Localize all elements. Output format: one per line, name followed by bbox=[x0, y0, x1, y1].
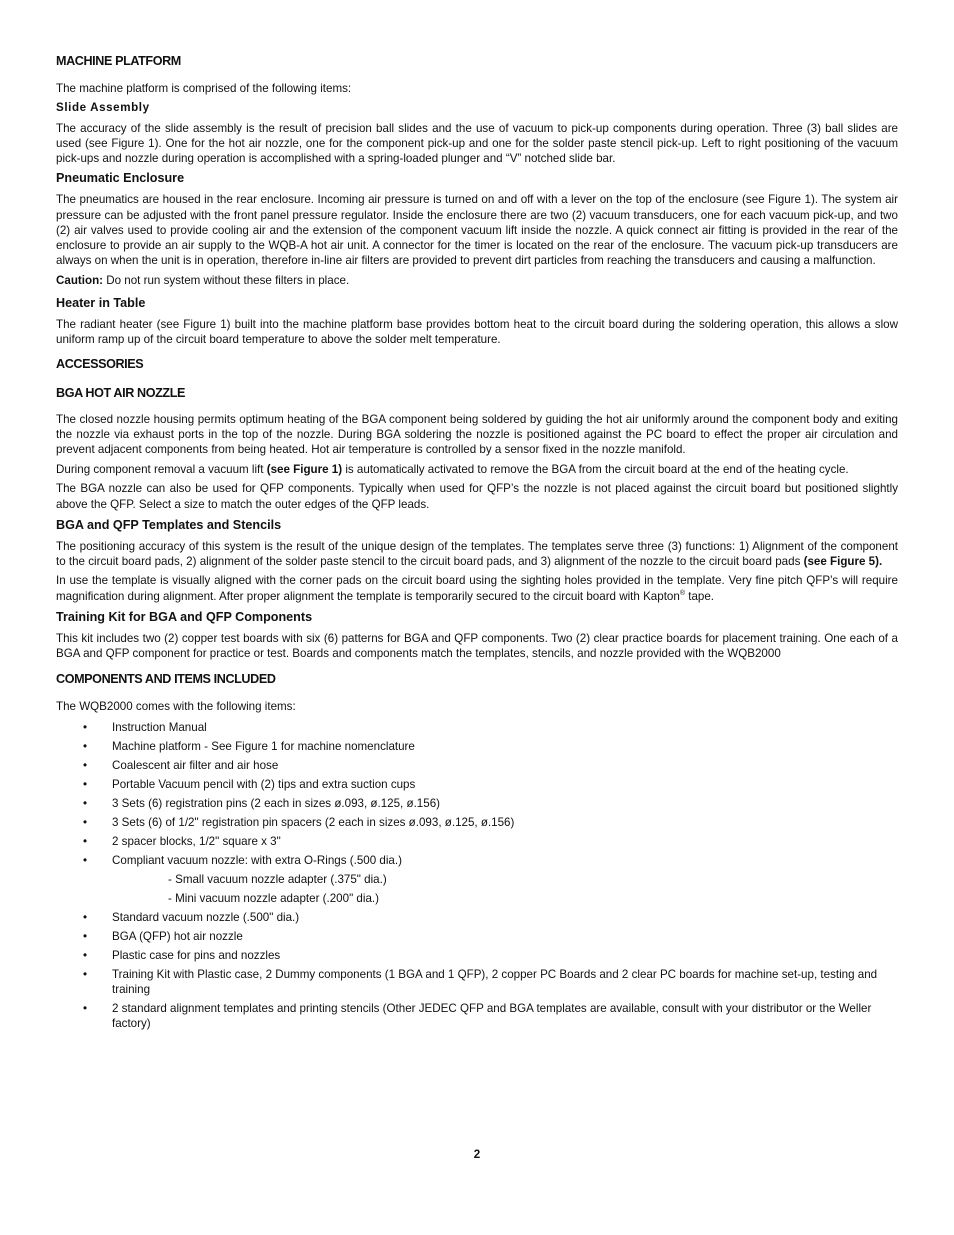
document-page bbox=[56, 54, 898, 1035]
bullet: • bbox=[83, 777, 88, 791]
bullet: • bbox=[83, 796, 88, 810]
templates-figure-ref: (see Figure 5). bbox=[803, 555, 883, 569]
caution-note bbox=[56, 273, 898, 288]
heading-pneumatic-enclosure: Pneumatic Enclosure bbox=[56, 171, 185, 186]
bullet: • bbox=[83, 720, 88, 734]
list-item-text: 3 Sets (6) of 1/2" registration pin spacers (2 each in sizes ø.093, ø.125, ø.156) bbox=[112, 815, 515, 829]
list-item-text: Plastic case for pins and nozzles bbox=[112, 948, 281, 962]
heading-components-included: COMPONENTS AND ITEMS INCLUDED bbox=[56, 671, 276, 686]
list-item-text: Standard vacuum nozzle (.500" dia.) bbox=[112, 910, 300, 924]
bga-paragraph-3: The BGA nozzle can also be used for QFP components. Typically when used for QFP’s the nozzle is not placed against the circuit board but positioned slightly above the QFP. Select a size to match the outer edges of the QFP leads. bbox=[56, 482, 898, 511]
platform-intro: The machine platform is comprised of the following items: bbox=[56, 82, 352, 96]
heater-text: The radiant heater (see Figure 1) built into the machine platform base provides bottom heat to the circuit board during the soldering operation, this allows a slow uniform ramp up of the circuit board temperature to above the solder melt temperature. bbox=[56, 317, 898, 347]
heading-bga-hot-air-nozzle: BGA HOT AIR NOZZLE bbox=[56, 386, 185, 401]
bga-paragraph-1: The closed nozzle housing permits optimum heating of the BGA component being soldered by guiding the hot air uniformly around the component body and exiting the nozzle via exhaust ports in the top of the nozzle. During BGA soldering the nozzle is positioned against the PC board to effect the proper air circulation and prevent adjacent components from being heated. Hot air temperature is controlled by a sensor fixed in the nozzle manifold. bbox=[56, 412, 898, 457]
heading-slide-assembly: Slide Assembly bbox=[56, 101, 150, 115]
list-item bbox=[56, 948, 898, 963]
slide-assembly-text: The accuracy of the slide assembly is the result of precision ball slides and the use of vacuum to pick-up components during operation. Three (3) ball slides are used (see Figure 1). One for the hot air nozzle, one for the component pick-up and one for the solder paste stencil pick-up. Left to right positioning of the vacuum pick-ups and nozzle during operation is accomplished with a spring-loaded plunger and “V” notched slide bar. bbox=[56, 121, 898, 166]
bullet: • bbox=[83, 929, 88, 943]
bullet: • bbox=[83, 910, 88, 924]
bullet: • bbox=[83, 758, 88, 772]
bullet: • bbox=[83, 853, 88, 867]
caution-label: Caution: bbox=[56, 274, 104, 288]
list-item bbox=[56, 815, 898, 830]
page-number: 2 bbox=[473, 1148, 481, 1161]
list-item-text: 3 Sets (6) registration pins (2 each in sizes ø.093, ø.125, ø.156) bbox=[112, 796, 440, 810]
list-sub-item: - Mini vacuum nozzle adapter (.200" dia.) bbox=[168, 891, 379, 905]
bullet: • bbox=[83, 967, 88, 981]
list-item-text: Machine platform - See Figure 1 for machine nomenclature bbox=[112, 739, 415, 753]
bga-p2-text-c: is automatically activated to remove the BGA from the circuit board at the end of the heating cycle. bbox=[342, 463, 849, 477]
bga-p2-text-a: During component removal a vacuum lift bbox=[56, 463, 267, 477]
bullet: • bbox=[83, 948, 88, 962]
bullet: • bbox=[83, 834, 88, 848]
training-kit-text: This kit includes two (2) copper test boards with six (6) patterns for BGA and QFP components. Two (2) clear practice boards for placement training. One each of a BGA and QFP component for practice or test. Boards and components match the templates, stencils, and nozzle provided with the WQB2000 bbox=[56, 632, 898, 661]
registered-mark: ® bbox=[679, 589, 685, 597]
list-item bbox=[56, 758, 898, 773]
templates-paragraph-1 bbox=[56, 539, 898, 569]
list-item bbox=[56, 1001, 898, 1031]
heading-accessories: ACCESSORIES bbox=[56, 357, 144, 372]
list-item bbox=[56, 929, 898, 944]
heading-machine-platform: MACHINE PLATFORM bbox=[56, 54, 181, 68]
bga-p2-figure-ref: (see Figure 1) bbox=[266, 463, 343, 477]
list-item-text: BGA (QFP) hot air nozzle bbox=[112, 929, 243, 943]
list-item-text: Portable Vacuum pencil with (2) tips and extra suction cups bbox=[112, 777, 416, 791]
list-item-text: Instruction Manual bbox=[112, 720, 207, 734]
list-item bbox=[56, 853, 898, 868]
bullet: • bbox=[83, 739, 88, 753]
templates-p2-text-b: tape. bbox=[685, 589, 715, 603]
templates-p2-text-a: In use the template is visually aligned with the corner pads on the circuit board using the sighting holes provided in the template. Very fine pitch QFP’s will require magnification during alignment. After proper alignment the template is temporarily secured to the circuit board with Kapton bbox=[56, 574, 898, 603]
bullet: • bbox=[83, 1002, 88, 1016]
pneumatic-text: The pneumatics are housed in the rear enclosure. Incoming air pressure is turned on and off with a lever on the top of the enclosure (see Figure 1). The system air pressure can be adjusted with the front panel pressure regulator. Inside the enclosure there are two (2) vacuum transducers, one for each vacuum pick-up, and two (2) air valves used to provide cooling air and the extension of the component vacuum lift inside the nozzle. A quick connect air fitting is provided in the rear of the enclosure to provide an air supply to the WQB-A hot air unit. A connector for the timer is located on the rear of the enclosure. The vacuum pick-up transducers are always on when the unit is in operation, therefore in-line air filters are provided to prevent dirt particles from reaching the transducers and causing a malfunction. bbox=[56, 193, 898, 268]
bullet: • bbox=[83, 815, 88, 829]
list-item bbox=[56, 739, 898, 754]
list-item-text: Compliant vacuum nozzle: with extra O-Rings (.500 dia.) bbox=[112, 853, 402, 867]
list-item bbox=[56, 910, 898, 925]
list-sub-item: - Small vacuum nozzle adapter (.375" dia.) bbox=[168, 872, 387, 886]
components-intro: The WQB2000 comes with the following items: bbox=[56, 699, 296, 713]
caution-text: Do not run system without these filters in place. bbox=[103, 274, 350, 288]
list-item bbox=[56, 967, 898, 997]
list-item-text: Training Kit with Plastic case, 2 Dummy components (1 BGA and 1 QFP), 2 copper PC Boards and 2 clear PC boards for machine set-up, testing and training bbox=[112, 967, 878, 997]
heading-templates-stencils: BGA and QFP Templates and Stencils bbox=[56, 517, 282, 532]
list-item bbox=[56, 796, 898, 811]
templates-p1-text: The positioning accuracy of this system is the result of the unique design of the templates. The templates serve three (3) functions: 1) Alignment of the component to the circuit board pads, 2) alignment of the solder paste stencil to the circuit board pads, and 3) alignment of the nozzle to the circuit board pads bbox=[56, 540, 898, 569]
list-item-text: Coalescent air filter and air hose bbox=[112, 758, 279, 772]
bga-paragraph-2 bbox=[56, 462, 898, 477]
heading-heater-in-table: Heater in Table bbox=[56, 295, 146, 310]
list-item bbox=[56, 834, 898, 849]
list-item-text: 2 standard alignment templates and printing stencils (Other JEDEC QFP and BGA templates are available, consult with your distributor or the Weller factory) bbox=[112, 1002, 872, 1031]
list-item-text: 2 spacer blocks, 1/2" square x 3" bbox=[112, 834, 281, 848]
list-item bbox=[56, 777, 898, 792]
heading-training-kit: Training Kit for BGA and QFP Components bbox=[56, 609, 313, 624]
templates-paragraph-2 bbox=[56, 573, 898, 603]
list-item bbox=[56, 720, 898, 735]
components-list bbox=[56, 720, 898, 1032]
